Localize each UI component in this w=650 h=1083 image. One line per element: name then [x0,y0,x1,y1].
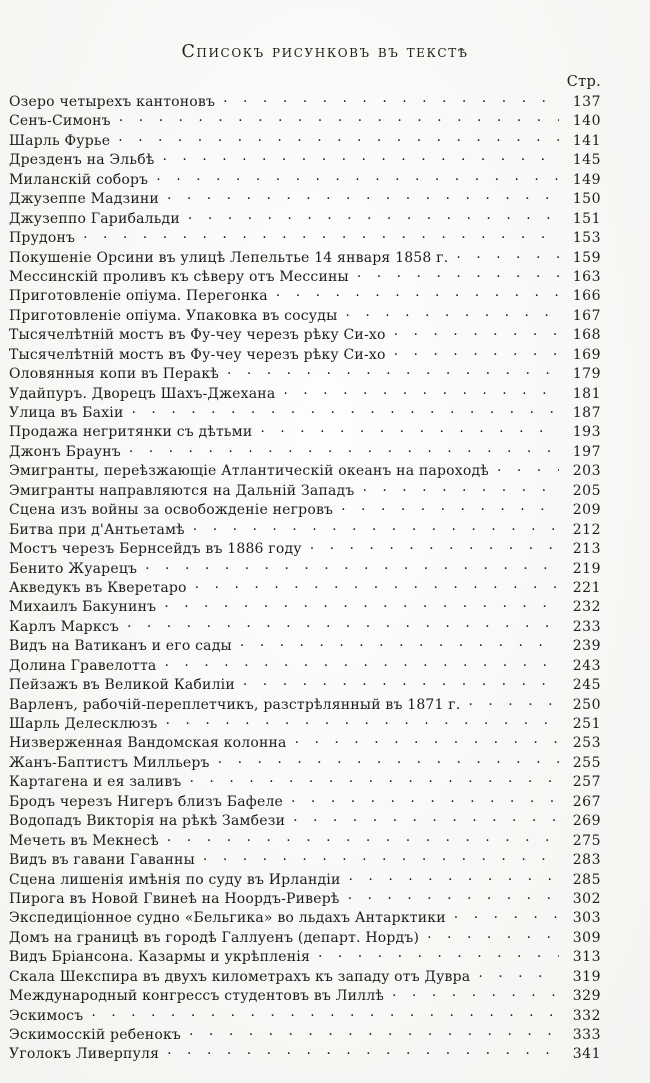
toc-entry [9,947,601,966]
entry-title: Пейзажъ въ Великой Кабиліи [9,677,235,694]
dot-leader [390,986,559,1000]
dot-leader [467,695,560,709]
toc-entry [9,306,601,325]
entry-page-number: 285 [572,871,601,888]
entry-title: Варленъ, рабочій-переплетчикъ, разстрѣлянный въ 1871 г. [9,696,461,713]
entry-page-number: 253 [572,735,601,752]
toc-entry [9,850,601,869]
dot-leader [161,150,560,164]
toc-entry [9,967,601,986]
entry-page-number: 153 [572,230,601,247]
entry-title: Уголокъ Ливерпуля [9,1046,160,1063]
entry-page-number: 167 [572,307,601,324]
entry-page-number: 137 [572,94,601,110]
toc-entry [9,520,601,539]
toc-entry [9,986,601,1005]
entry-page-number: 255 [572,754,601,771]
dot-leader [89,1006,559,1020]
toc-entry [9,150,601,169]
entry-page-number: 140 [572,113,601,130]
entry-page-number: 239 [572,638,601,655]
entry-page-number: 150 [572,191,601,208]
entry-page-number: 219 [572,560,601,577]
toc-entry [9,384,601,403]
entry-title: Бродъ черезъ Нигеръ близъ Бафеле [9,793,284,810]
dot-leader [293,733,559,747]
entry-title: Жанъ-Баптистъ Милльеръ [9,754,210,771]
toc-entry [9,695,601,714]
toc-entry [9,1006,601,1025]
entry-page-number: 313 [572,949,601,966]
toc-entry [9,1044,601,1063]
entry-title: Водопадъ Викторія на рѣкѣ Замбези [9,813,286,830]
dot-leader [164,714,559,728]
entry-title: Мостъ черезъ Бернсейдъ въ 1886 году [9,541,302,558]
entry-title: Экспедиціонное судно «Бельгика» во льдахъ Антарктики [9,910,446,927]
toc-entry [9,422,601,441]
entry-title: Продажа негритянки съ дѣтьми [9,424,253,441]
dot-leader [165,1044,559,1058]
dot-leader [186,209,559,223]
dot-leader [425,928,559,942]
dot-leader [216,753,559,767]
dot-leader [316,947,559,961]
toc-entry [9,131,601,150]
illustrations-list [9,92,601,1064]
entry-page-number: 333 [572,1027,601,1043]
dot-leader [495,461,559,475]
entry-title: Тысячелѣтній мостъ въ Фу-чеу черезъ рѣку Си-хо [9,346,386,363]
dot-leader [343,306,559,320]
entry-page-number: 283 [572,852,601,869]
entry-page-number: 168 [572,327,601,344]
entry-title: Видъ въ гавани Гаванны [9,852,195,869]
entry-page-number: 141 [572,132,601,149]
dot-leader [81,228,559,242]
toc-entry [9,403,601,422]
toc-entry [9,539,601,558]
entry-title: Удайпуръ. Дворецъ Шахъ-Джехана [9,385,276,402]
illustrations-list-wrap [0,74,650,1064]
entry-title: Сцена лишенія имѣнія по суду въ Ирландіи [9,871,341,888]
entry-page-number: 309 [572,929,601,946]
dot-leader [392,345,559,359]
entry-page-number: 205 [572,482,601,499]
toc-entry [9,442,601,461]
page-column-header: Стр. [566,74,601,90]
toc-entry [9,1025,601,1044]
dot-leader [221,92,559,106]
entry-title: Дрезденъ на Эльбѣ [9,152,155,169]
entry-title: Мечеть въ Мекнесѣ [9,832,159,849]
toc-entry [9,733,601,752]
entry-page-number: 203 [572,463,601,480]
entry-page-number: 269 [572,813,601,830]
dot-leader [360,481,559,495]
entry-page-number: 221 [572,579,601,596]
entry-title: Эмигранты, переѣзжающіе Атлантическій океанъ на пароходѣ [9,463,489,480]
entry-title: Картагена и ея заливъ [9,774,182,791]
entry-title: Бенито Жуарецъ [9,560,138,577]
entry-page-number: 179 [572,366,601,383]
entry-page-number: 159 [572,249,601,266]
entry-page-number: 341 [572,1046,601,1063]
entry-title: Долина Гравелотта [9,657,157,674]
toc-entry [9,461,601,480]
toc-entry [9,92,601,111]
entry-page-number: 151 [572,210,601,227]
entry-title: Домъ на границѣ въ городѣ Галлуенъ (департ. Нордъ) [9,929,420,946]
toc-entry [9,772,601,791]
entry-page-number: 329 [572,988,601,1005]
toc-entry [9,792,601,811]
dot-leader [201,850,559,864]
dot-leader [346,889,559,903]
entry-page-number: 332 [572,1007,601,1024]
entry-title: Пирога въ Новой Гвинеѣ на Ноордъ-Риверѣ [9,890,340,907]
toc-entry [9,559,601,578]
toc-entry [9,248,601,267]
entry-title: Приготовленіе опіума. Упаковка въ сосуды [9,307,338,324]
dot-leader [165,831,559,845]
entry-title: Скала Шекспира въ двухъ километрахъ къ западу отъ Дувра [9,968,471,985]
dot-leader [130,403,559,417]
dot-leader [281,384,559,398]
entry-page-number: 233 [572,618,601,635]
dot-leader [308,539,559,553]
entry-title: Джузеппе Мадзини [9,191,159,208]
entry-page-number: 181 [572,385,601,402]
dot-leader [188,772,559,786]
dot-leader [127,442,559,456]
entry-title: Акведукъ въ Кверетаро [9,579,187,596]
dot-leader [193,578,559,592]
toc-entry [9,597,601,616]
toc-entry [9,228,601,247]
toc-entry [9,111,601,130]
toc-entry [9,345,601,364]
dot-leader [162,597,559,611]
toc-entry [9,481,601,500]
entry-title: Видъ Бріансона. Казармы и укрѣпленія [9,949,310,966]
toc-entry [9,209,601,228]
entry-page-number: 187 [572,405,601,421]
dot-leader [116,131,559,145]
entry-title: Карлъ Марксъ [9,618,119,635]
dot-leader [165,189,559,203]
toc-entry [9,714,601,733]
toc-entry [9,267,601,286]
entry-title: Покушеніе Орсини въ улицѣ Лепельтье 14 января 1858 г. [9,249,449,266]
dot-leader [187,1025,559,1039]
toc-entry [9,578,601,597]
entry-title: Улица въ Бахіи [9,405,124,421]
entry-page-number: 212 [572,521,601,538]
entry-title: Джонъ Браунъ [9,443,121,460]
entry-title: Сенъ-Симонъ [9,113,111,130]
entry-title: Международный конгрессъ студентовъ въ Лиллѣ [9,988,384,1005]
toc-entry [9,170,601,189]
entry-page-number: 169 [572,346,601,363]
toc-entry [9,870,601,889]
dot-leader [258,422,559,436]
dot-leader [291,811,559,825]
toc-entry [9,325,601,344]
dot-leader [452,908,559,922]
toc-entry [9,811,601,830]
entry-page-number: 232 [572,599,601,616]
entry-page-number: 303 [572,910,601,927]
toc-entry [9,675,601,694]
entry-title: Озеро четырехъ кантоновъ [9,94,216,110]
dot-leader [225,364,559,378]
dot-leader [274,286,559,300]
toc-entry [9,636,601,655]
entry-page-number: 245 [572,677,601,694]
toc-entry [9,753,601,772]
entry-title: Тысячелѣтній мостъ въ Фу-чеу черезъ рѣку Си-хо [9,327,386,344]
toc-entry [9,908,601,927]
entry-page-number: 145 [572,152,601,169]
entry-page-number: 209 [572,502,601,519]
dot-leader [162,656,559,670]
toc-entry [9,364,601,383]
entry-page-number: 319 [572,968,601,985]
toc-entry [9,656,601,675]
dot-leader [339,500,559,514]
entry-title: Мессинскій проливъ къ сѣверу отъ Мессины [9,268,349,285]
dot-leader [454,248,559,262]
entry-title: Сцена изъ войны за освобожденіе негровъ [9,502,334,519]
entry-page-number: 302 [572,890,601,907]
dot-leader [191,520,559,534]
entry-page-number: 193 [572,424,601,441]
entry-page-number: 251 [572,716,601,732]
entry-page-number: 267 [572,793,601,810]
entry-page-number: 275 [572,832,601,849]
entry-title: Михаилъ Бакунинъ [9,599,157,616]
entry-title: Видъ на Ватиканъ и его сады [9,638,232,655]
dot-leader [289,792,559,806]
page-title: Списокъ рисунковъ въ текстѣ [181,42,469,62]
toc-entry [9,831,601,850]
entry-title: Шарль Фурье [9,132,111,149]
entry-page-number: 250 [572,696,601,713]
entry-title: Низверженная Вандомская колонна [9,735,287,752]
entry-page-number: 166 [572,288,601,305]
dot-leader [143,559,559,573]
entry-title: Эмигранты направляются на Дальній Западъ [9,482,355,499]
entry-title: Шарль Делесклюзъ [9,716,158,732]
dot-leader [392,325,559,339]
entry-page-number: 163 [572,268,601,285]
entry-page-number: 243 [572,657,601,674]
entry-title: Эскимосъ [9,1007,84,1024]
dot-leader [355,267,559,281]
entry-title: Битва при д'Антьетамѣ [9,521,185,538]
entry-page-number: 213 [572,541,601,558]
toc-entry [9,928,601,947]
entry-title: Эскимосскій ребенокъ [9,1027,182,1043]
dot-leader [125,617,559,631]
dot-leader [476,967,559,981]
toc-entry [9,889,601,908]
entry-title: Джузеппо Гарибальди [9,210,180,227]
entry-page-number: 149 [572,171,601,188]
toc-entry [9,617,601,636]
entry-title: Приготовленіе опіума. Перегонка [9,288,268,305]
entry-page-number: 197 [572,443,601,460]
dot-leader [154,170,559,184]
dot-leader [238,636,559,650]
entry-title: Оловянныя копи въ Перакѣ [9,366,219,383]
entry-title: Прудонъ [9,230,76,247]
entry-page-number: 257 [572,774,601,791]
dot-leader [117,111,559,125]
dot-leader [241,675,559,689]
toc-entry [9,189,601,208]
dot-leader [347,870,559,884]
toc-entry [9,500,601,519]
toc-entry [9,286,601,305]
entry-title: Миланскій соборъ [9,171,149,188]
